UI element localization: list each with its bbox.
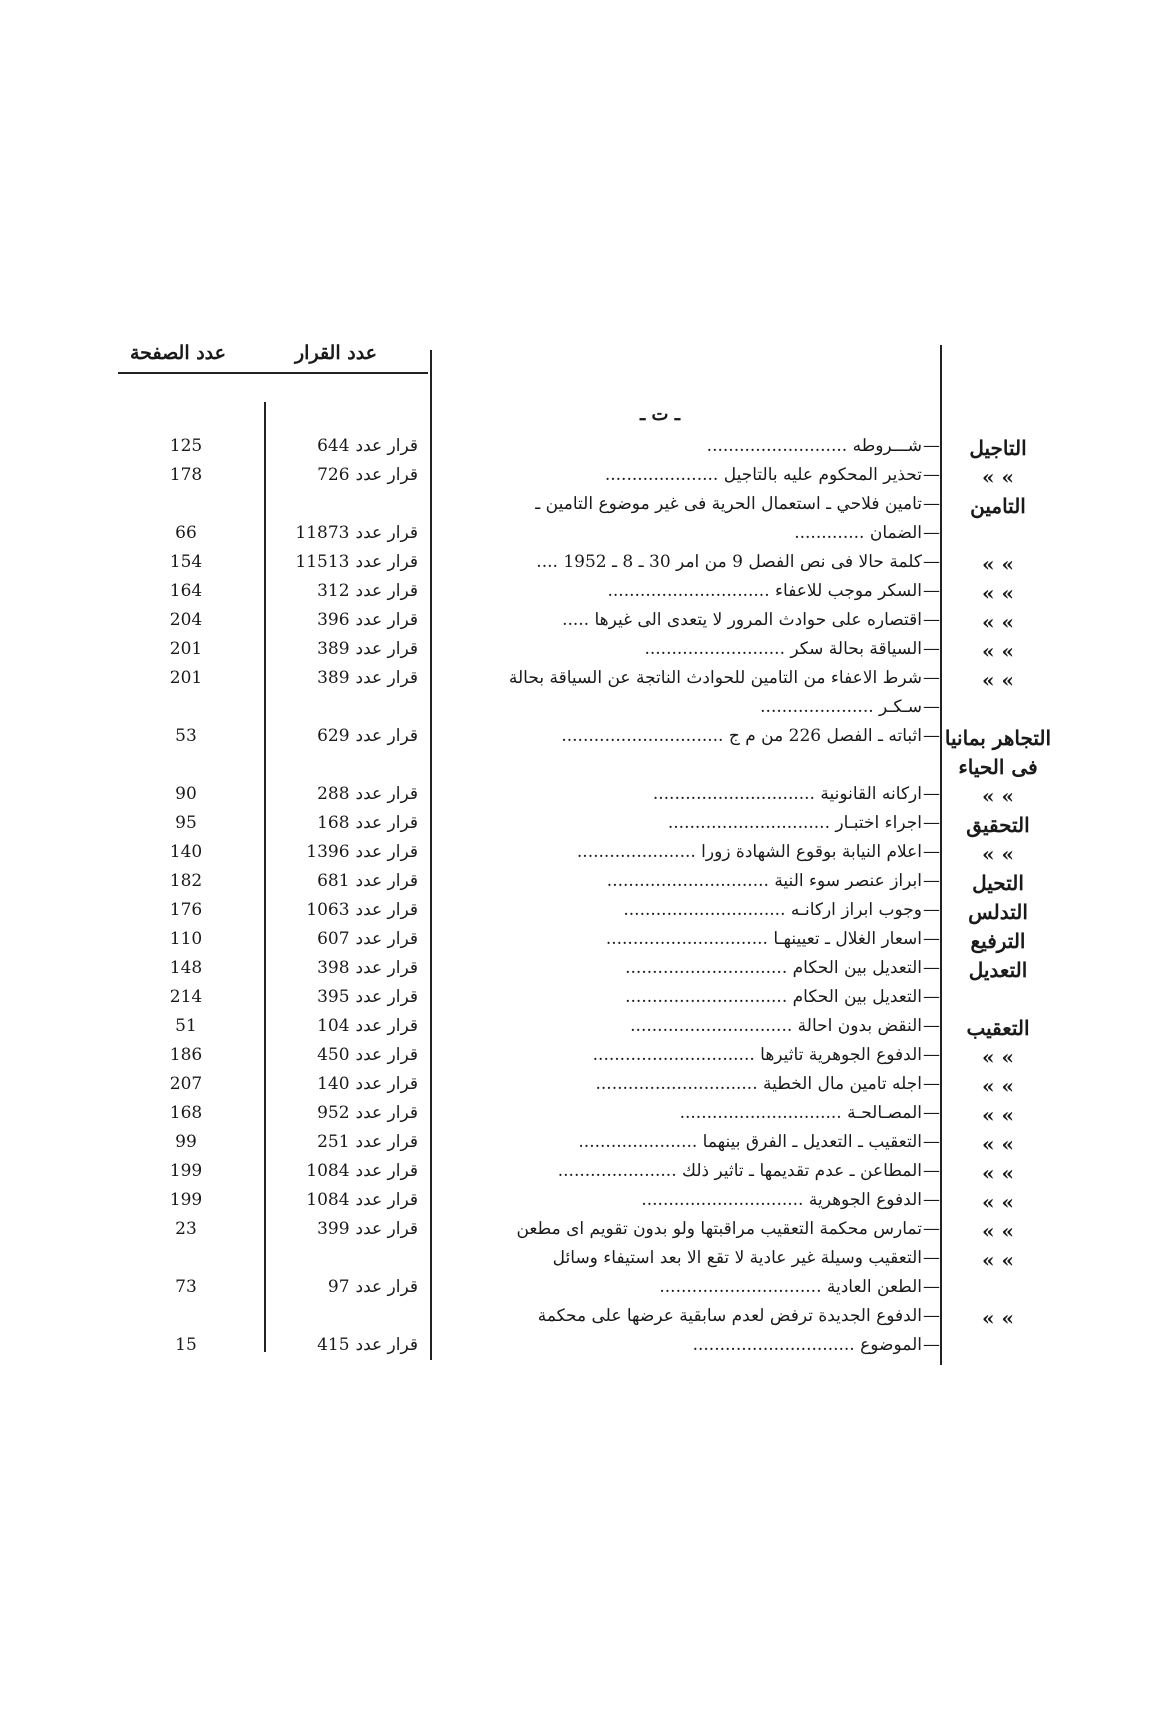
page-number: 204 (169, 610, 203, 630)
row-dash: — (923, 523, 940, 543)
decision-prefix: قرار عدد (355, 871, 418, 891)
decision-number (270, 726, 418, 746)
decision-value: 395 (317, 987, 350, 1007)
page-number: 148 (169, 958, 203, 978)
index-description: الموضوع .............................. (692, 1335, 922, 1355)
decision-value: 389 (317, 639, 350, 659)
index-description: تحذير المحكوم عليه بالتاجيل ..................... (604, 465, 922, 485)
decision-prefix: قرار عدد (355, 1103, 418, 1123)
index-row (0, 1219, 1176, 1247)
index-description: اعلام النيابة بوقوع الشهادة زورا ...................... (576, 842, 922, 862)
row-dash: — (923, 900, 940, 920)
page-number: 53 (175, 726, 197, 746)
decision-value: 1084 (306, 1190, 350, 1210)
decision-value: 312 (317, 581, 350, 601)
index-description: اقتصاره على حوادث المرور لا يتعدى الى غيرها ..... (562, 610, 922, 630)
index-term: التاجيل (969, 436, 1027, 460)
page-number: 186 (169, 1045, 203, 1065)
page-number: 110 (169, 929, 203, 949)
index-row (0, 1103, 1176, 1131)
index-term: التامين (970, 494, 1026, 518)
row-dash: — (923, 784, 940, 804)
decision-prefix: قرار عدد (355, 929, 418, 949)
index-term: التعديل (968, 958, 1028, 982)
decision-prefix: قرار عدد (355, 1335, 418, 1355)
index-term: » » (982, 784, 1014, 808)
decision-number (270, 639, 418, 659)
decision-value: 450 (317, 1045, 350, 1065)
decision-value: 607 (317, 929, 350, 949)
index-term: التجاهر بمانيا (944, 726, 1052, 750)
decision-value: 952 (317, 1103, 350, 1123)
index-row (0, 523, 1176, 551)
index-row (0, 494, 1176, 522)
decision-prefix: قرار عدد (355, 610, 418, 630)
decision-number (270, 1335, 418, 1355)
index-row (0, 1248, 1176, 1276)
decision-number (270, 900, 418, 920)
index-row (0, 1045, 1176, 1073)
page-number: 178 (169, 465, 203, 485)
decision-number (270, 610, 418, 630)
index-row (0, 1016, 1176, 1044)
decision-value: 681 (317, 871, 350, 891)
index-row (0, 581, 1176, 609)
page-number: 199 (169, 1190, 203, 1210)
page-number: 164 (169, 581, 203, 601)
row-dash: — (923, 1103, 940, 1123)
decision-value: 415 (317, 1335, 350, 1355)
decision-number (270, 581, 418, 601)
index-description: شـــروطه .......................... (706, 436, 922, 456)
index-row (0, 1161, 1176, 1189)
index-term: » » (982, 465, 1014, 489)
row-dash: — (923, 1219, 940, 1239)
page-number: 201 (169, 639, 203, 659)
decision-value: 1084 (306, 1161, 350, 1181)
index-term: » » (982, 610, 1014, 634)
index-row (0, 1132, 1176, 1160)
row-dash: — (923, 726, 940, 746)
index-term: » » (982, 1074, 1014, 1098)
row-dash: — (923, 668, 940, 688)
page-number: 214 (169, 987, 203, 1007)
decision-prefix: قرار عدد (355, 813, 418, 833)
row-dash: — (923, 465, 940, 485)
index-description: اسعار الغلال ـ تعيينهـا .............................. (605, 929, 922, 949)
index-description: التعقيب ـ التعديل ـ الفرق بينهما ...................... (578, 1132, 922, 1152)
index-description: سـكـر ..................... (760, 697, 922, 717)
decision-number (270, 1190, 418, 1210)
decision-number (270, 1016, 418, 1036)
decision-number (270, 1132, 418, 1152)
index-description: كلمة حالا فى نص الفصل 9 من امر 30 ـ 8 ـ 1952 .... (536, 552, 922, 572)
decision-number (270, 1103, 418, 1123)
index-row (0, 697, 1176, 725)
row-dash: — (923, 1132, 940, 1152)
index-term: » » (982, 842, 1014, 866)
row-dash: — (923, 581, 940, 601)
decision-prefix: قرار عدد (355, 1016, 418, 1036)
index-term: التدلس (968, 900, 1028, 924)
decision-number (270, 929, 418, 949)
decision-prefix: قرار عدد (355, 436, 418, 456)
decision-value: 629 (317, 726, 350, 746)
page-number: 199 (169, 1161, 203, 1181)
index-description: تامين فلاحي ـ استعمال الحرية فى غير موضوع التامين ـ (535, 494, 922, 514)
decision-prefix: قرار عدد (355, 842, 418, 862)
index-term: التحقيق (966, 813, 1030, 837)
decision-number (270, 668, 418, 688)
decision-number (270, 871, 418, 891)
decision-number (270, 523, 418, 543)
index-row (0, 610, 1176, 638)
index-row (0, 465, 1176, 493)
row-dash: — (923, 1306, 940, 1326)
row-dash: — (923, 958, 940, 978)
index-row (0, 726, 1176, 754)
row-dash: — (923, 1016, 940, 1036)
decision-prefix: قرار عدد (355, 1045, 418, 1065)
index-row (0, 929, 1176, 957)
index-description: التعديل بين الحكام .............................. (625, 987, 922, 1007)
row-dash: — (923, 1277, 940, 1297)
index-row (0, 871, 1176, 899)
index-description: السياقة بحالة سكر .......................... (644, 639, 922, 659)
decision-value: 168 (317, 813, 350, 833)
index-term: التعقيب (966, 1016, 1030, 1040)
decision-number (270, 958, 418, 978)
decision-value: 396 (317, 610, 350, 630)
page-number: 182 (169, 871, 203, 891)
index-term: » » (982, 668, 1014, 692)
decision-prefix: قرار عدد (355, 958, 418, 978)
index-description: المصـالحـة .............................. (679, 1103, 922, 1123)
index-term: فى الحياء (958, 755, 1038, 779)
decision-value: 644 (317, 436, 350, 456)
decision-number (270, 1074, 418, 1094)
index-description: اركانه القانونية .............................. (652, 784, 922, 804)
index-row (0, 1306, 1176, 1334)
index-term: الترفيع (970, 929, 1026, 953)
decision-value: 97 (327, 1277, 350, 1297)
row-dash: — (923, 610, 940, 630)
index-row (0, 813, 1176, 841)
index-term: » » (982, 1306, 1014, 1330)
row-dash: — (923, 552, 940, 572)
index-row (0, 900, 1176, 928)
index-row (0, 958, 1176, 986)
page-number: 90 (175, 784, 197, 804)
page-number: 73 (175, 1277, 197, 1297)
index-row (0, 436, 1176, 464)
decision-prefix: قرار عدد (355, 1277, 418, 1297)
page-number: 125 (169, 436, 203, 456)
decision-number-column-header: عدد القرار (295, 342, 378, 364)
index-description: شرط الاعفاء من التامين للحوادث الناتجة عن السياقة بحالة (508, 668, 922, 688)
row-dash: — (923, 842, 940, 862)
decision-prefix: قرار عدد (355, 668, 418, 688)
decision-number (270, 1277, 418, 1297)
decision-prefix: قرار عدد (355, 1132, 418, 1152)
index-term: » » (982, 639, 1014, 663)
index-term: » » (982, 581, 1014, 605)
decision-value: 398 (317, 958, 350, 978)
decision-value: 11513 (295, 552, 350, 572)
decision-value: 11873 (295, 523, 350, 543)
decision-value: 288 (317, 784, 350, 804)
index-term: » » (982, 1161, 1014, 1185)
row-dash: — (923, 929, 940, 949)
row-dash: — (923, 697, 940, 717)
index-term: » » (982, 552, 1014, 576)
decision-number (270, 1161, 418, 1181)
row-dash: — (923, 1161, 940, 1181)
decision-prefix: قرار عدد (355, 1074, 418, 1094)
decision-prefix: قرار عدد (355, 465, 418, 485)
section-letter: ـ ت ـ (640, 404, 681, 425)
page-number: 168 (169, 1103, 203, 1123)
index-description: التعقيب وسيلة غير عادية لا تقع الا بعد استيفاء وسائل (552, 1248, 922, 1268)
decision-prefix: قرار عدد (355, 784, 418, 804)
decision-value: 389 (317, 668, 350, 688)
decision-value: 1063 (306, 900, 350, 920)
decision-value: 104 (317, 1016, 350, 1036)
page-number: 201 (169, 668, 203, 688)
page-number: 99 (175, 1132, 197, 1152)
index-description: الطعن العادية .............................. (659, 1277, 922, 1297)
index-description: ابراز عنصر سوء النية .............................. (606, 871, 922, 891)
index-term: » » (982, 1190, 1014, 1214)
index-row (0, 552, 1176, 580)
header-underline (118, 372, 428, 374)
index-term: » » (982, 1045, 1014, 1069)
index-description: المطاعن ـ عدم تقديمها ـ تاثير ذلك ...................... (557, 1161, 922, 1181)
row-dash: — (923, 1248, 940, 1268)
index-description: الدفوع الجديدة ترفض لعدم سابقية عرضها على محكمة (537, 1306, 922, 1326)
index-term: » » (982, 1132, 1014, 1156)
decision-number (270, 784, 418, 804)
page-number: 207 (169, 1074, 203, 1094)
index-row (0, 987, 1176, 1015)
decision-number (270, 1045, 418, 1065)
page-number: 15 (175, 1335, 197, 1355)
index-description: الدفوع الجوهرية تاثيرها .............................. (592, 1045, 922, 1065)
index-row (0, 1074, 1176, 1102)
decision-number (270, 552, 418, 572)
decision-value: 1396 (306, 842, 350, 862)
index-row (0, 668, 1176, 696)
page-number: 66 (175, 523, 197, 543)
row-dash: — (923, 639, 940, 659)
index-term: » » (982, 1219, 1014, 1243)
index-row (0, 784, 1176, 812)
index-description: الضمان ............. (794, 523, 922, 543)
page-number-column-header: عدد الصفحة (130, 342, 226, 364)
index-description: اجراء اختبـار .............................. (667, 813, 922, 833)
index-term: » » (982, 1248, 1014, 1272)
page-number: 23 (175, 1219, 197, 1239)
decision-number (270, 465, 418, 485)
row-dash: — (923, 1074, 940, 1094)
row-dash: — (923, 494, 940, 514)
index-row (0, 1335, 1176, 1363)
decision-value: 251 (317, 1132, 350, 1152)
row-dash: — (923, 1335, 940, 1355)
index-row (0, 1190, 1176, 1218)
decision-prefix: قرار عدد (355, 726, 418, 746)
index-description: التعديل بين الحكام .............................. (625, 958, 922, 978)
decision-prefix: قرار عدد (355, 523, 418, 543)
index-description: اثباته ـ الفصل 226 من م ج .............................. (561, 726, 922, 746)
index-description: اجله تامين مال الخطية .............................. (595, 1074, 922, 1094)
decision-value: 726 (317, 465, 350, 485)
page-number: 154 (169, 552, 203, 572)
row-dash: — (923, 813, 940, 833)
index-row (0, 755, 1176, 783)
row-dash: — (923, 1045, 940, 1065)
row-dash: — (923, 871, 940, 891)
decision-prefix: قرار عدد (355, 1190, 418, 1210)
decision-prefix: قرار عدد (355, 552, 418, 572)
decision-prefix: قرار عدد (355, 639, 418, 659)
decision-prefix: قرار عدد (355, 581, 418, 601)
decision-value: 140 (317, 1074, 350, 1094)
page-number: 95 (175, 813, 197, 833)
row-dash: — (923, 987, 940, 1007)
page-number: 140 (169, 842, 203, 862)
page-number: 51 (175, 1016, 197, 1036)
index-term: » » (982, 1103, 1014, 1127)
row-dash: — (923, 1190, 940, 1210)
decision-number (270, 987, 418, 1007)
page-number: 176 (169, 900, 203, 920)
index-description: النقض بدون احالة .............................. (630, 1016, 922, 1036)
decision-prefix: قرار عدد (355, 1161, 418, 1181)
index-row (0, 639, 1176, 667)
decision-value: 399 (317, 1219, 350, 1239)
decision-prefix: قرار عدد (355, 900, 418, 920)
index-row (0, 1277, 1176, 1305)
index-term: التحيل (972, 871, 1024, 895)
decision-number (270, 813, 418, 833)
index-row (0, 842, 1176, 870)
index-description: وجوب ابراز اركانـه .............................. (623, 900, 922, 920)
decision-number (270, 436, 418, 456)
decision-prefix: قرار عدد (355, 987, 418, 1007)
decision-prefix: قرار عدد (355, 1219, 418, 1239)
decision-number (270, 1219, 418, 1239)
index-description: السكر موجب للاعفاء .............................. (607, 581, 922, 601)
row-dash: — (923, 436, 940, 456)
decision-number (270, 842, 418, 862)
index-description: تمارس محكمة التعقيب مراقبتها ولو بدون تقويم اى مطعن (516, 1219, 922, 1239)
index-description: الدفوع الجوهرية .............................. (641, 1190, 922, 1210)
